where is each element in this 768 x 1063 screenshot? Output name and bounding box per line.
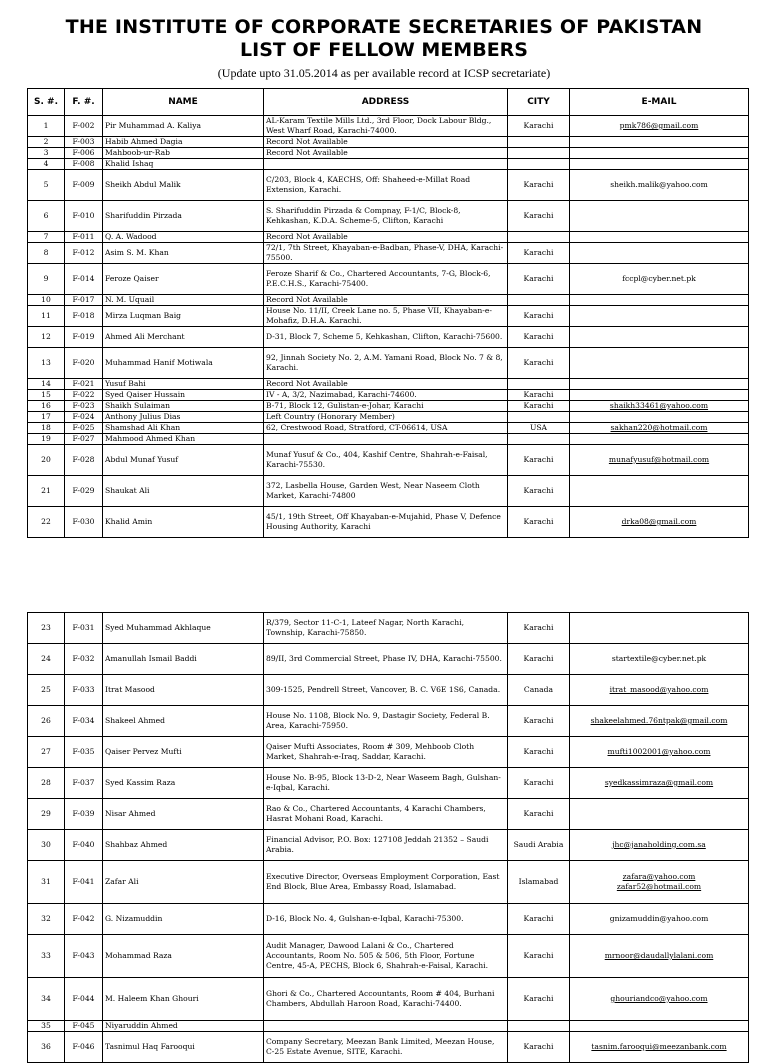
cell-email bbox=[570, 159, 749, 170]
cell-fellow-number: F-017 bbox=[65, 295, 103, 306]
cell-address: 372, Lasbella House, Garden West, Near Naseem Cloth Market, Karachi-74800 bbox=[264, 476, 508, 507]
cell-serial-number: 36 bbox=[28, 1032, 65, 1063]
cell-serial-number: 23 bbox=[28, 613, 65, 644]
cell-email bbox=[570, 1021, 749, 1032]
cell-serial-number: 17 bbox=[28, 412, 65, 423]
cell-address: S. Sharifuddin Pirzada & Compnay, F-1/C, Block-8, Kehkashan, K.D.A. Scheme-5, Clifton, Karachi bbox=[264, 201, 508, 232]
cell-name: Niyaruddin Ahmed bbox=[103, 1021, 264, 1032]
cell-address: Financial Advisor, P.O. Box: 127108 Jeddah 21352 – Saudi Arabia. bbox=[264, 830, 508, 861]
cell-address: Record Not Available bbox=[264, 232, 508, 243]
cell-name: Syed Kassim Raza bbox=[103, 768, 264, 799]
cell-city: USA bbox=[508, 423, 570, 434]
email-link[interactable]: startextile@cyber.net.pk bbox=[611, 654, 707, 663]
cell-address: Record Not Available bbox=[264, 137, 508, 148]
cell-email[interactable] bbox=[570, 170, 749, 201]
table-row bbox=[28, 675, 749, 706]
cell-city: Karachi bbox=[508, 401, 570, 412]
email-link[interactable]: pmk786@gmail.com bbox=[619, 121, 699, 130]
email-link[interactable]: sakhan220@hotmail.com bbox=[610, 423, 708, 432]
cell-serial-number: 12 bbox=[28, 327, 65, 348]
cell-email bbox=[570, 476, 749, 507]
cell-address: 62, Crestwood Road, Stratford, CT-06614, USA bbox=[264, 423, 508, 434]
cell-name: Khalid Amin bbox=[103, 507, 264, 538]
cell-fellow-number: F-033 bbox=[65, 675, 103, 706]
cell-email[interactable] bbox=[570, 935, 749, 978]
cell-address: AL-Karam Textile Mills Ltd., 3rd Floor, Dock Labour Bldg., West Wharf Road, Karachi-74000. bbox=[264, 116, 508, 137]
cell-email bbox=[570, 306, 749, 327]
cell-city: Karachi bbox=[508, 445, 570, 476]
cell-fellow-number: F-023 bbox=[65, 401, 103, 412]
table-row bbox=[28, 390, 749, 401]
cell-email[interactable] bbox=[570, 116, 749, 137]
cell-fellow-number: F-046 bbox=[65, 1032, 103, 1063]
cell-address: Rao & Co., Chartered Accountants, 4 Karachi Chambers, Hasrat Mohani Road, Karachi. bbox=[264, 799, 508, 830]
cell-city: Karachi bbox=[508, 507, 570, 538]
email-link[interactable]: sheikh.malik@yahoo.com bbox=[610, 180, 708, 189]
cell-city bbox=[508, 434, 570, 445]
table-row bbox=[28, 476, 749, 507]
cell-address: Feroze Sharif & Co., Chartered Accountants, 7-G, Block-6, P.E.C.H.S., Karachi-75400. bbox=[264, 264, 508, 295]
cell-city: Karachi bbox=[508, 306, 570, 327]
cell-city bbox=[508, 159, 570, 170]
table-row bbox=[28, 1032, 749, 1063]
table-row bbox=[28, 613, 749, 644]
cell-city: Karachi bbox=[508, 904, 570, 935]
cell-email bbox=[570, 232, 749, 243]
cell-name: Sharifuddin Pirzada bbox=[103, 201, 264, 232]
cell-serial-number: 34 bbox=[28, 978, 65, 1021]
cell-address: D-16, Block No. 4, Gulshan-e-Iqbal, Karachi-75300. bbox=[264, 904, 508, 935]
cell-fellow-number: F-002 bbox=[65, 116, 103, 137]
cell-name: Shaikh Sulaiman bbox=[103, 401, 264, 412]
cell-email[interactable] bbox=[570, 861, 749, 904]
column-header-fno: F. #. bbox=[65, 89, 103, 116]
cell-address: Left Country (Honorary Member) bbox=[264, 412, 508, 423]
cell-city: Karachi bbox=[508, 737, 570, 768]
cell-name: Pir Muhammad A. Kaliya bbox=[103, 116, 264, 137]
cell-name: Sheikh Abdul Malik bbox=[103, 170, 264, 201]
cell-email[interactable] bbox=[570, 830, 749, 861]
cell-serial-number: 22 bbox=[28, 507, 65, 538]
table-row bbox=[28, 423, 749, 434]
cell-fellow-number: F-040 bbox=[65, 830, 103, 861]
cell-serial-number: 3 bbox=[28, 148, 65, 159]
cell-fellow-number: F-019 bbox=[65, 327, 103, 348]
cell-fellow-number: F-032 bbox=[65, 644, 103, 675]
cell-fellow-number: F-031 bbox=[65, 613, 103, 644]
cell-fellow-number: F-030 bbox=[65, 507, 103, 538]
cell-address: 92, Jinnah Society No. 2, A.M. Yamani Road, Block No. 7 & 8, Karachi. bbox=[264, 348, 508, 379]
table-row bbox=[28, 243, 749, 264]
cell-city bbox=[508, 232, 570, 243]
cell-fellow-number: F-011 bbox=[65, 232, 103, 243]
cell-name: G. Nizamuddin bbox=[103, 904, 264, 935]
members-table-body-1 bbox=[28, 116, 749, 538]
table-header-row bbox=[28, 89, 749, 116]
cell-address bbox=[264, 434, 508, 445]
table-row bbox=[28, 137, 749, 148]
cell-address bbox=[264, 1021, 508, 1032]
cell-serial-number: 26 bbox=[28, 706, 65, 737]
cell-email[interactable] bbox=[570, 706, 749, 737]
cell-serial-number: 28 bbox=[28, 768, 65, 799]
cell-city: Karachi bbox=[508, 935, 570, 978]
cell-serial-number: 33 bbox=[28, 935, 65, 978]
cell-email[interactable] bbox=[570, 644, 749, 675]
cell-serial-number: 30 bbox=[28, 830, 65, 861]
cell-email bbox=[570, 348, 749, 379]
table-row bbox=[28, 159, 749, 170]
email-link[interactable]: mufti1002001@yahoo.com bbox=[607, 747, 711, 756]
cell-email[interactable] bbox=[570, 768, 749, 799]
cell-name: Syed Qaiser Hussain bbox=[103, 390, 264, 401]
cell-fellow-number: F-003 bbox=[65, 137, 103, 148]
cell-name: Shamshad Ali Khan bbox=[103, 423, 264, 434]
cell-name: Amanullah Ismail Baddi bbox=[103, 644, 264, 675]
cell-name: Q. A. Wadood bbox=[103, 232, 264, 243]
cell-email bbox=[570, 137, 749, 148]
table-row bbox=[28, 935, 749, 978]
members-table-body-2 bbox=[28, 613, 749, 1063]
cell-serial-number: 16 bbox=[28, 401, 65, 412]
column-header-address: ADDRESS bbox=[264, 89, 508, 116]
cell-address: House No. 1108, Block No. 9, Dastagir Society, Federal B. Area, Karachi-75950. bbox=[264, 706, 508, 737]
table-row bbox=[28, 1021, 749, 1032]
cell-fellow-number: F-037 bbox=[65, 768, 103, 799]
cell-email bbox=[570, 148, 749, 159]
cell-name: Muhammad Hanif Motiwala bbox=[103, 348, 264, 379]
cell-city: Karachi bbox=[508, 706, 570, 737]
cell-name: N. M. Uquail bbox=[103, 295, 264, 306]
cell-name: Anthony Julius Dias bbox=[103, 412, 264, 423]
cell-address: C/203, Block 4, KAECHS, Off: Shaheed-e-Millat Road Extension, Karachi. bbox=[264, 170, 508, 201]
cell-serial-number: 15 bbox=[28, 390, 65, 401]
cell-email[interactable] bbox=[570, 675, 749, 706]
cell-city: Karachi bbox=[508, 978, 570, 1021]
cell-email[interactable] bbox=[570, 401, 749, 412]
column-header-sno: S. #. bbox=[28, 89, 65, 116]
email-link[interactable]: shakeelahmed.76ntpak@gmail.com bbox=[590, 716, 728, 725]
cell-city: Islamabad bbox=[508, 861, 570, 904]
cell-name: Qaiser Pervez Mufti bbox=[103, 737, 264, 768]
cell-city: Karachi bbox=[508, 327, 570, 348]
table-row bbox=[28, 306, 749, 327]
cell-email[interactable] bbox=[570, 507, 749, 538]
cell-serial-number: 29 bbox=[28, 799, 65, 830]
cell-name: Ahmed Ali Merchant bbox=[103, 327, 264, 348]
cell-fellow-number: F-044 bbox=[65, 978, 103, 1021]
cell-fellow-number: F-022 bbox=[65, 390, 103, 401]
cell-serial-number: 10 bbox=[28, 295, 65, 306]
cell-serial-number: 25 bbox=[28, 675, 65, 706]
cell-fellow-number: F-012 bbox=[65, 243, 103, 264]
cell-city: Karachi bbox=[508, 170, 570, 201]
cell-city: Karachi bbox=[508, 613, 570, 644]
cell-city: Karachi bbox=[508, 644, 570, 675]
email-link[interactable]: gnizamuddin@yahoo.com bbox=[609, 914, 709, 923]
cell-email[interactable] bbox=[570, 264, 749, 295]
cell-serial-number: 4 bbox=[28, 159, 65, 170]
cell-fellow-number: F-029 bbox=[65, 476, 103, 507]
cell-address: Record Not Available bbox=[264, 148, 508, 159]
table-row bbox=[28, 904, 749, 935]
table-row bbox=[28, 379, 749, 390]
table-row bbox=[28, 264, 749, 295]
cell-city: Saudi Arabia bbox=[508, 830, 570, 861]
table-row bbox=[28, 799, 749, 830]
cell-address: 72/1, 7th Street, Khayaban-e-Badban, Phase-V, DHA, Karachi-75500. bbox=[264, 243, 508, 264]
cell-fellow-number: F-020 bbox=[65, 348, 103, 379]
cell-fellow-number: F-039 bbox=[65, 799, 103, 830]
cell-email[interactable] bbox=[570, 423, 749, 434]
email-link[interactable]: munafyusuf@hotmail.com bbox=[608, 455, 710, 464]
cell-city bbox=[508, 148, 570, 159]
email-link[interactable]: ghouriandco@yahoo.com bbox=[610, 994, 708, 1003]
cell-email bbox=[570, 295, 749, 306]
cell-address: Record Not Available bbox=[264, 295, 508, 306]
email-link[interactable]: jhc@janaholding.com.sa bbox=[612, 840, 706, 849]
cell-address: Company Secretary, Meezan Bank Limited, Meezan House, C-25 Estate Avenue, SITE, Karachi. bbox=[264, 1032, 508, 1063]
cell-address: B-71, Block 12, Gulistan-e-Johar, Karachi bbox=[264, 401, 508, 412]
cell-fellow-number: F-008 bbox=[65, 159, 103, 170]
cell-address: Executive Director, Overseas Employment Corporation, East End Block, Blue Area, Embassy Road, Islamabad. bbox=[264, 861, 508, 904]
cell-name: Mahmood Ahmed Khan bbox=[103, 434, 264, 445]
cell-fellow-number: F-034 bbox=[65, 706, 103, 737]
cell-address: Munaf Yusuf & Co., 404, Kashif Centre, Shahrah-e-Faisal, Karachi-75530. bbox=[264, 445, 508, 476]
cell-address: Record Not Available bbox=[264, 379, 508, 390]
cell-serial-number: 21 bbox=[28, 476, 65, 507]
cell-city: Karachi bbox=[508, 201, 570, 232]
cell-fellow-number: F-045 bbox=[65, 1021, 103, 1032]
email-link[interactable]: syedkassimraza@gmail.com bbox=[604, 778, 714, 787]
cell-serial-number: 6 bbox=[28, 201, 65, 232]
cell-name: Tasnimul Haq Farooqui bbox=[103, 1032, 264, 1063]
cell-fellow-number: F-009 bbox=[65, 170, 103, 201]
cell-email[interactable] bbox=[570, 1032, 749, 1063]
cell-name: Mahboob-ur-Rab bbox=[103, 148, 264, 159]
table-row bbox=[28, 737, 749, 768]
email-link[interactable]: itrat_masood@yahoo.com bbox=[609, 685, 709, 694]
email-link[interactable]: tasnim.farooqui@meezanbank.com bbox=[591, 1042, 727, 1051]
cell-serial-number: 2 bbox=[28, 137, 65, 148]
cell-fellow-number: F-035 bbox=[65, 737, 103, 768]
cell-name: Shaukat Ali bbox=[103, 476, 264, 507]
table-row bbox=[28, 830, 749, 861]
table-row bbox=[28, 768, 749, 799]
cell-address: 89/II, 3rd Commercial Street, Phase IV, DHA, Karachi-75500. bbox=[264, 644, 508, 675]
cell-serial-number: 35 bbox=[28, 1021, 65, 1032]
cell-city bbox=[508, 379, 570, 390]
column-header-city: CITY bbox=[508, 89, 570, 116]
cell-fellow-number: F-027 bbox=[65, 434, 103, 445]
cell-name: Yusuf Bahi bbox=[103, 379, 264, 390]
cell-city bbox=[508, 1021, 570, 1032]
cell-fellow-number: F-041 bbox=[65, 861, 103, 904]
email-link[interactable]: shaikh33461@yahoo.com bbox=[609, 401, 709, 410]
cell-address: Qaiser Mufti Associates, Room # 309, Mehboob Cloth Market, Shahrah-e-Iraq, Saddar, Karachi. bbox=[264, 737, 508, 768]
cell-address: IV - A, 3/2, Nazimabad, Karachi-74600. bbox=[264, 390, 508, 401]
cell-email bbox=[570, 613, 749, 644]
members-table-page-2 bbox=[27, 612, 749, 1063]
table-row bbox=[28, 201, 749, 232]
cell-city: Karachi bbox=[508, 1032, 570, 1063]
cell-name: Abdul Munaf Yusuf bbox=[103, 445, 264, 476]
cell-city bbox=[508, 295, 570, 306]
cell-serial-number: 14 bbox=[28, 379, 65, 390]
cell-city bbox=[508, 412, 570, 423]
cell-fellow-number: F-024 bbox=[65, 412, 103, 423]
table-row bbox=[28, 706, 749, 737]
cell-city: Canada bbox=[508, 675, 570, 706]
cell-city: Karachi bbox=[508, 116, 570, 137]
cell-address: House No. B-95, Block 13-D-2, Near Waseem Bagh, Gulshan-e-Iqbal, Karachi. bbox=[264, 768, 508, 799]
cell-fellow-number: F-010 bbox=[65, 201, 103, 232]
cell-serial-number: 18 bbox=[28, 423, 65, 434]
cell-name: M. Haleem Khan Ghouri bbox=[103, 978, 264, 1021]
table-row bbox=[28, 327, 749, 348]
cell-address: Audit Manager, Dawood Lalani & Co., Chartered Accountants, Room No. 505 & 506, 5th Floor, Fortune Centre, 45-A, PECHS, Block 6, Shahrah-e-Faisal, Karachi. bbox=[264, 935, 508, 978]
cell-address: 45/1, 19th Street, Off Khayaban-e-Mujahid, Phase V, Defence Housing Authority, Karachi bbox=[264, 507, 508, 538]
cell-city: Karachi bbox=[508, 476, 570, 507]
cell-address: House No. 11/II, Creek Lane no. 5, Phase VII, Khayaban-e-Mohafiz, D.H.A. Karachi. bbox=[264, 306, 508, 327]
cell-name: Shahbaz Ahmed bbox=[103, 830, 264, 861]
cell-address: R/379, Sector 11-C-1, Lateef Nagar, North Karachi, Township, Karachi-75850. bbox=[264, 613, 508, 644]
cell-serial-number: 1 bbox=[28, 116, 65, 137]
cell-serial-number: 24 bbox=[28, 644, 65, 675]
cell-email bbox=[570, 799, 749, 830]
cell-address bbox=[264, 159, 508, 170]
cell-name: Itrat Masood bbox=[103, 675, 264, 706]
cell-serial-number: 9 bbox=[28, 264, 65, 295]
cell-email bbox=[570, 434, 749, 445]
table-row bbox=[28, 348, 749, 379]
cell-serial-number: 31 bbox=[28, 861, 65, 904]
cell-email bbox=[570, 201, 749, 232]
cell-serial-number: 11 bbox=[28, 306, 65, 327]
table-row bbox=[28, 148, 749, 159]
cell-fellow-number: F-021 bbox=[65, 379, 103, 390]
table-row bbox=[28, 116, 749, 137]
cell-email bbox=[570, 412, 749, 423]
email-link[interactable]: mrnoor@daudallylalani.com bbox=[604, 951, 714, 960]
cell-fellow-number: F-006 bbox=[65, 148, 103, 159]
cell-city: Karachi bbox=[508, 348, 570, 379]
cell-city: Karachi bbox=[508, 768, 570, 799]
table-row bbox=[28, 295, 749, 306]
members-table-page-1 bbox=[27, 88, 749, 538]
cell-city: Karachi bbox=[508, 243, 570, 264]
cell-name: Zafar Ali bbox=[103, 861, 264, 904]
cell-email bbox=[570, 327, 749, 348]
cell-fellow-number: F-014 bbox=[65, 264, 103, 295]
cell-email[interactable] bbox=[570, 737, 749, 768]
cell-city: Karachi bbox=[508, 799, 570, 830]
cell-serial-number: 7 bbox=[28, 232, 65, 243]
cell-name: Shakeel Ahmed bbox=[103, 706, 264, 737]
cell-serial-number: 32 bbox=[28, 904, 65, 935]
cell-fellow-number: F-042 bbox=[65, 904, 103, 935]
table-row bbox=[28, 445, 749, 476]
cell-email[interactable] bbox=[570, 445, 749, 476]
cell-email[interactable] bbox=[570, 904, 749, 935]
cell-city: Karachi bbox=[508, 390, 570, 401]
cell-city bbox=[508, 137, 570, 148]
email-link[interactable]: drka08@gmail.com bbox=[621, 517, 697, 526]
table-row bbox=[28, 861, 749, 904]
cell-address: 309-1525, Pendrell Street, Vancover, B. C. V6E 1S6, Canada. bbox=[264, 675, 508, 706]
cell-name: Mirza Luqman Baig bbox=[103, 306, 264, 327]
cell-name: Syed Muhammad Akhlaque bbox=[103, 613, 264, 644]
cell-serial-number: 20 bbox=[28, 445, 65, 476]
column-header-email: E-MAIL bbox=[570, 89, 749, 116]
cell-fellow-number: F-043 bbox=[65, 935, 103, 978]
cell-serial-number: 27 bbox=[28, 737, 65, 768]
cell-serial-number: 13 bbox=[28, 348, 65, 379]
cell-city: Karachi bbox=[508, 264, 570, 295]
email-link[interactable]: fccpl@cyber.net.pk bbox=[622, 274, 696, 283]
page-title: THE INSTITUTE OF CORPORATE SECRETARIES OF PAKISTAN bbox=[65, 16, 703, 38]
cell-email[interactable] bbox=[570, 978, 749, 1021]
cell-name: Feroze Qaiser bbox=[103, 264, 264, 295]
cell-fellow-number: F-018 bbox=[65, 306, 103, 327]
table-row bbox=[28, 978, 749, 1021]
table-row bbox=[28, 507, 749, 538]
cell-serial-number: 19 bbox=[28, 434, 65, 445]
cell-email bbox=[570, 390, 749, 401]
cell-serial-number: 8 bbox=[28, 243, 65, 264]
cell-fellow-number: F-028 bbox=[65, 445, 103, 476]
cell-address: Ghori & Co., Chartered Accountants, Room # 404, Burhani Chambers, Abdullah Haroon Road, Karachi-74400. bbox=[264, 978, 508, 1021]
table-row bbox=[28, 644, 749, 675]
column-header-name: NAME bbox=[103, 89, 264, 116]
table-row bbox=[28, 434, 749, 445]
page-subtitle: LIST OF FELLOW MEMBERS bbox=[240, 39, 528, 61]
cell-name: Asim S. M. Khan bbox=[103, 243, 264, 264]
table-row bbox=[28, 412, 749, 423]
cell-name: Khalid Ishaq bbox=[103, 159, 264, 170]
cell-name: Habib Ahmed Dagia bbox=[103, 137, 264, 148]
cell-email bbox=[570, 243, 749, 264]
email-link[interactable]: zafara@yahoo.com zafar52@hotmail.com bbox=[616, 872, 702, 891]
table-row bbox=[28, 232, 749, 243]
cell-email bbox=[570, 379, 749, 390]
cell-name: Mohammad Raza bbox=[103, 935, 264, 978]
update-note: (Update upto 31.05.2014 as per available record at ICSP secretariate) bbox=[217, 66, 551, 80]
cell-serial-number: 5 bbox=[28, 170, 65, 201]
cell-fellow-number: F-025 bbox=[65, 423, 103, 434]
table-row bbox=[28, 401, 749, 412]
cell-address: D-31, Block 7, Scheme 5, Kehkashan, Clifton, Karachi-75600. bbox=[264, 327, 508, 348]
cell-name: Nisar Ahmed bbox=[103, 799, 264, 830]
table-row bbox=[28, 170, 749, 201]
